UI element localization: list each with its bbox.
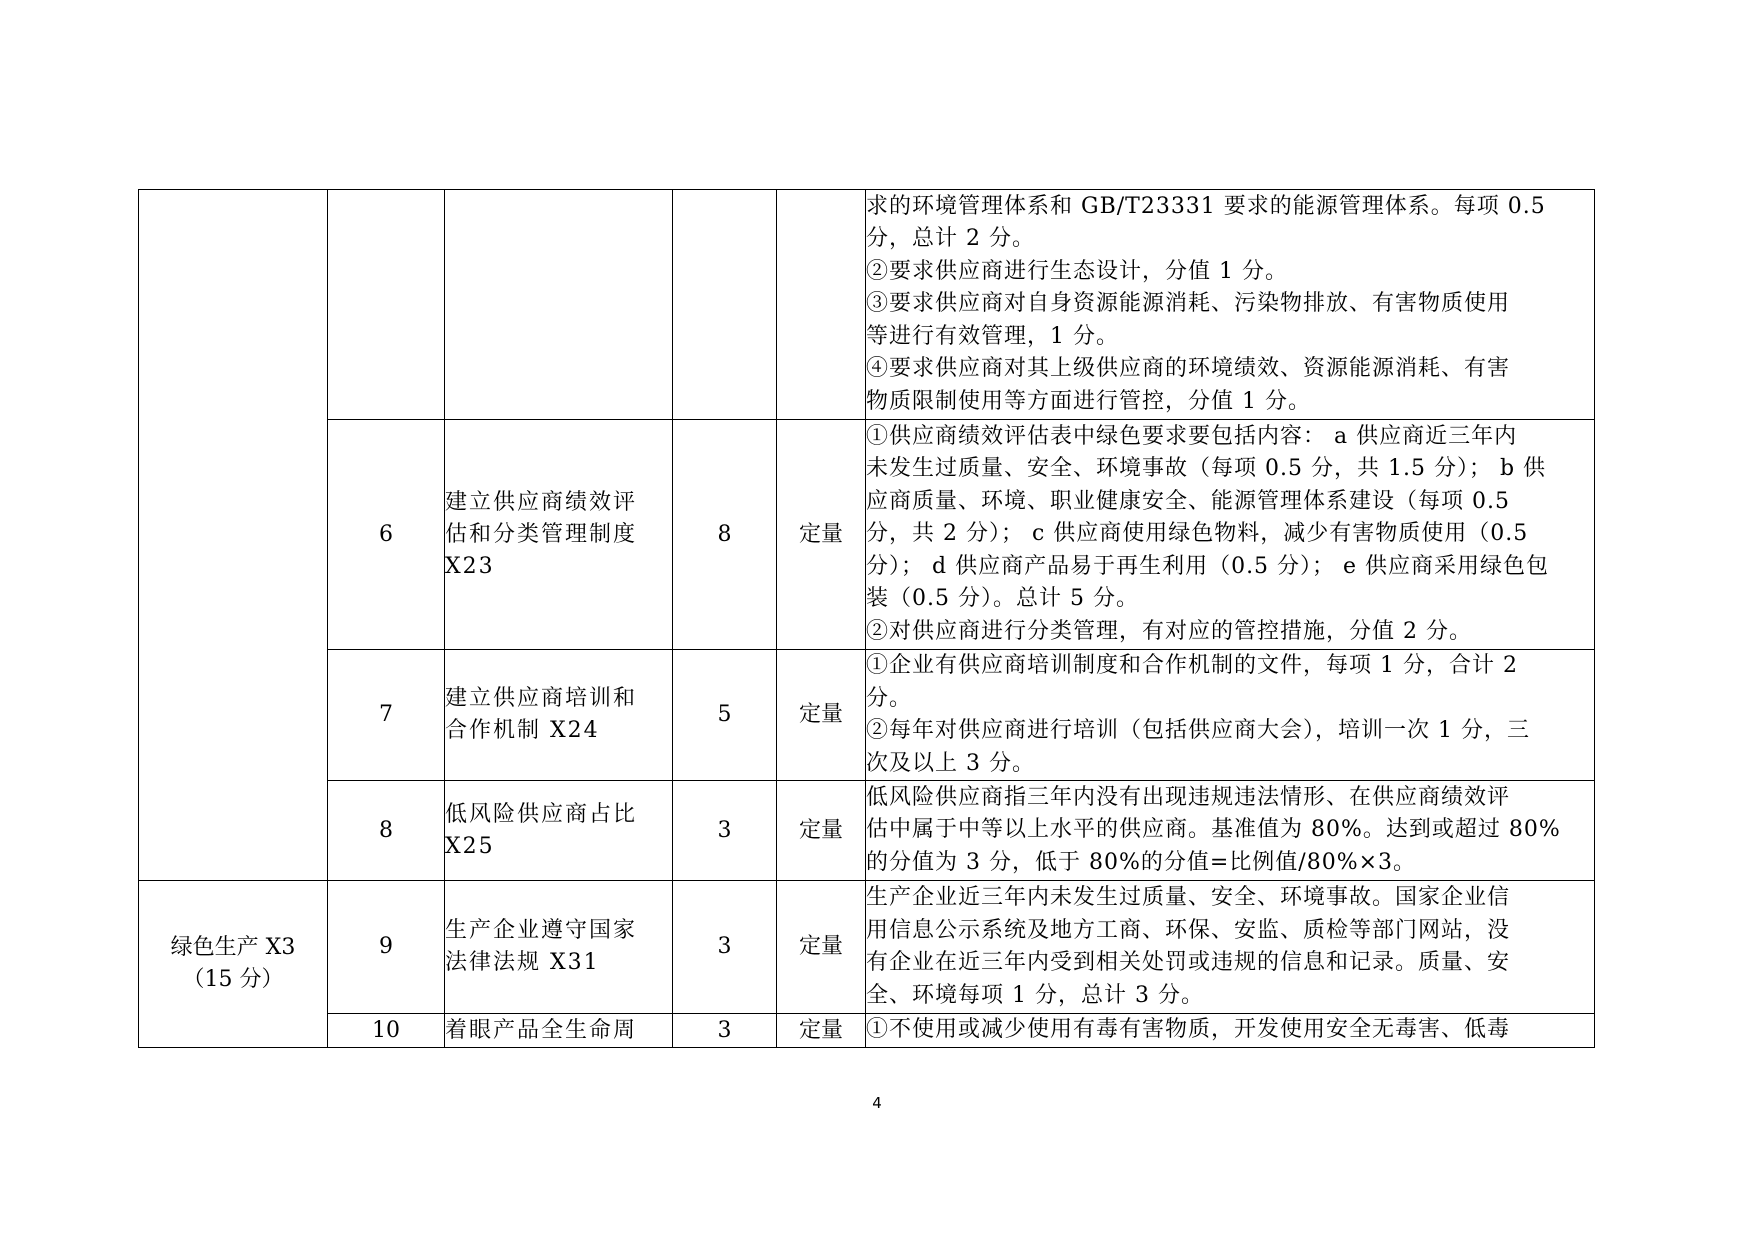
table-row — [139, 420, 1595, 650]
indicator-cell — [445, 781, 673, 881]
description-line: 分，总计 2 分。 — [866, 226, 1035, 252]
indicator-line: 建立供应商培训和 — [445, 686, 638, 711]
indicator-cell — [445, 420, 673, 650]
description-line: ①企业有供应商培训制度和合作机制的文件，每项 1 分，合计 2 — [866, 653, 1518, 678]
page-number: 4 — [872, 1094, 882, 1112]
description-line: ②每年对供应商进行培训（包括供应商大会），培训一次 1 分，三 — [866, 718, 1530, 743]
num-cell: 6 — [328, 420, 445, 650]
type-cell: 定量 — [777, 781, 866, 881]
num-cell: 9 — [328, 881, 445, 1014]
description-line: 生产企业近三年内未发生过质量、安全、环境事故。国家企业信 — [866, 885, 1511, 910]
description-line: 物质限制使用等方面进行管控，分值 1 分。 — [866, 388, 1311, 414]
indicator-line: X25 — [445, 833, 495, 859]
type-cell — [777, 190, 866, 420]
score-cell: 3 — [673, 781, 777, 881]
description-line: ④要求供应商对其上级供应商的环境绩效、资源能源消耗、有害 — [866, 356, 1511, 382]
description-cell — [866, 781, 1595, 881]
indicator-cell — [445, 881, 673, 1014]
indicator-line: X23 — [445, 553, 495, 579]
description-line: 分）； d 供应商产品易于再生利用（0.5 分）； e 供应商采用绿色包 — [866, 553, 1550, 579]
description-line: ②要求供应商进行生态设计，分值 1 分。 — [866, 258, 1288, 284]
indicator-cell — [445, 1014, 673, 1048]
description-line: 次及以上 3 分。 — [866, 750, 1035, 776]
num-cell: 8 — [328, 781, 445, 881]
indicator-line: 估和分类管理制度 — [445, 521, 638, 547]
category-line: 绿色生产 X3 — [170, 935, 296, 960]
category-cell-x2 — [139, 190, 328, 881]
score-cell: 3 — [673, 1014, 777, 1048]
description-line: 估中属于中等以上水平的供应商。基准值为 80%。达到或超过 80% — [866, 817, 1561, 843]
description-line: 求的环境管理体系和 GB/T23331 要求的能源管理体系。每项 0.5 — [866, 193, 1546, 219]
table-row — [139, 781, 1595, 881]
category-line: （15 分） — [182, 967, 284, 992]
score-cell — [673, 190, 777, 420]
description-line: 未发生过质量、安全、环境事故（每项 0.5 分，共 1.5 分）； b 供 — [866, 456, 1547, 482]
type-cell: 定量 — [777, 420, 866, 650]
indicator-line: 生产企业遵守国家 — [445, 918, 638, 943]
indicator-cell — [445, 190, 673, 420]
description-line: 的分值为 3 分，低于 80%的分值=比例值/80%×3。 — [866, 849, 1417, 875]
num-cell: 10 — [328, 1014, 445, 1048]
description-cell — [866, 190, 1595, 420]
indicator-line: 法律法规 X31 — [445, 950, 600, 975]
description-line: 装（0.5 分）。总计 5 分。 — [866, 586, 1139, 612]
category-cell-x3 — [139, 881, 328, 1048]
description-line: ①不使用或减少使用有毒有害物质，开发使用安全无毒害、低毒 — [866, 1017, 1511, 1043]
score-cell: 8 — [673, 420, 777, 650]
type-cell: 定量 — [777, 650, 866, 781]
type-cell: 定量 — [777, 1014, 866, 1048]
description-line: 全、环境每项 1 分，总计 3 分。 — [866, 982, 1204, 1008]
indicator-line: 低风险供应商占比 — [445, 801, 638, 827]
description-line: 等进行有效管理，1 分。 — [866, 323, 1119, 349]
score-cell: 5 — [673, 650, 777, 781]
description-line: 用信息公示系统及地方工商、环保、安监、质检等部门网站，没 — [866, 917, 1511, 943]
description-cell — [866, 420, 1595, 650]
description-cell — [866, 1014, 1595, 1048]
table-row — [139, 190, 1595, 420]
num-cell: 7 — [328, 650, 445, 781]
description-cell — [866, 650, 1595, 781]
description-line: ③要求供应商对自身资源能源消耗、污染物排放、有害物质使用 — [866, 291, 1511, 317]
description-line: 应商质量、环境、职业健康安全、能源管理体系建设（每项 0.5 — [866, 488, 1510, 514]
description-cell — [866, 881, 1595, 1014]
description-line: ②对供应商进行分类管理，有对应的管控措施，分值 2 分。 — [866, 618, 1472, 644]
score-table — [138, 189, 1595, 1048]
indicator-line: 着眼产品全生命周 — [445, 1017, 638, 1043]
description-line: 分，共 2 分）； c 供应商使用绿色物料，减少有害物质使用（0.5 — [866, 521, 1529, 547]
description-line: 低风险供应商指三年内没有出现违规违法情形、在供应商绩效评 — [866, 784, 1511, 810]
table-row — [139, 1014, 1595, 1048]
type-cell: 定量 — [777, 881, 866, 1014]
description-line: 有企业在近三年内受到相关处罚或违规的信息和记录。质量、安 — [866, 950, 1511, 975]
description-line: ①供应商绩效评估表中绿色要求要包括内容： a 供应商近三年内 — [866, 423, 1518, 449]
num-cell — [328, 190, 445, 420]
indicator-line: 合作机制 X24 — [445, 718, 600, 743]
indicator-line: 建立供应商绩效评 — [445, 489, 638, 515]
description-line: 分。 — [866, 685, 913, 711]
score-cell: 3 — [673, 881, 777, 1014]
table-row — [139, 650, 1595, 781]
table-row — [139, 881, 1595, 1014]
indicator-cell — [445, 650, 673, 781]
